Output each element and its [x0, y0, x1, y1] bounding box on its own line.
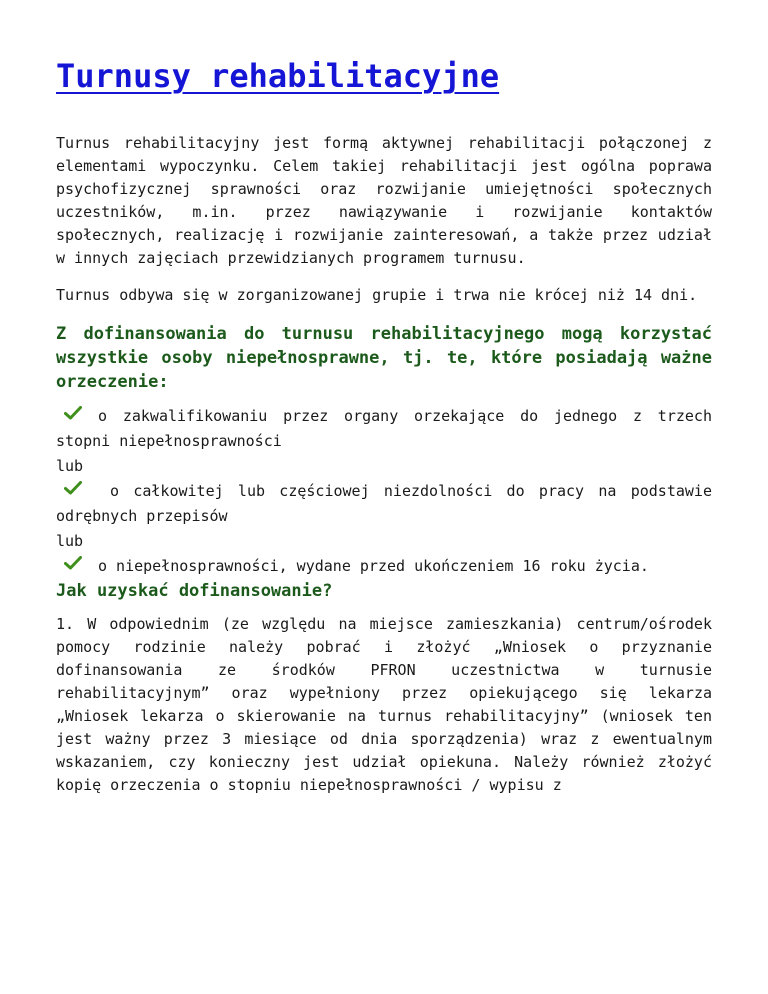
eligibility-heading: Z dofinansowania do turnusu rehabilitacyjnego mogą korzystać wszystkie osoby niepełnosprawne, tj. te, które posiadają ważne orzeczenie:: [56, 324, 712, 392]
intro-paragraph-1: Turnus rehabilitacyjny jest formą aktywnej rehabilitacji połączonej z elementami wypoczynku. Celem takiej rehabilitacji jest ogólna poprawa psychofizycznej sprawności oraz rozwijanie umiejętności społecznych uczestników, m.in. przez nawiązywanie i rozwijanie kontaktów społecznych, realizację i rozwijanie zainteresowań, a także przez udział w innych zajęciach przewidzianych programem turnusu.: [56, 134, 712, 267]
list-item-text: o zakwalifikowaniu przez organy orzekające do jednego z trzech stopni niepełnosprawności: [56, 407, 712, 450]
list-item: [56, 479, 712, 529]
intro-paragraph-2: Turnus odbywa się w zorganizowanej grupie i trwa nie krócej niż 14 dni.: [56, 286, 698, 304]
how-to-heading: Jak uzyskać dofinansowanie?: [56, 581, 333, 601]
list-item-text: o całkowitej lub częściowej niezdolności do pracy na podstawie odrębnych przepisów: [56, 482, 712, 525]
checkmark-icon: [64, 481, 82, 495]
eligibility-list: [56, 404, 712, 579]
list-item: [56, 404, 712, 454]
separator-text: lub: [56, 532, 84, 550]
page-title[interactable]: Turnusy rehabilitacyjne: [56, 57, 500, 95]
checkmark-icon: [64, 406, 82, 420]
separator-text: lub: [56, 457, 84, 475]
list-item-text: o niepełnosprawności, wydane przed ukończeniem 16 roku życia.: [98, 557, 649, 575]
checkmark-icon: [64, 556, 82, 570]
step-1-paragraph: 1. W odpowiednim (ze względu na miejsce zamieszkania) centrum/ośrodek pomocy rodzinie należy pobrać i złożyć „Wniosek o przyznanie dofinansowania ze środków PFRON uczestnictwa w turnusie rehabilitacyjnym” oraz wypełniony przez opiekującego się lekarza „Wniosek lekarza o skierowanie na turnus rehabilitacyjny” (wniosek ten jest ważny przez 3 miesiące od dnia sporządzenia) wraz z ewentualnym wskazaniem, czy konieczny jest udział opiekuna. Należy również złożyć kopię orzeczenia o stopniu niepełnosprawności / wypisu z: [56, 615, 712, 794]
list-item: [56, 554, 712, 579]
